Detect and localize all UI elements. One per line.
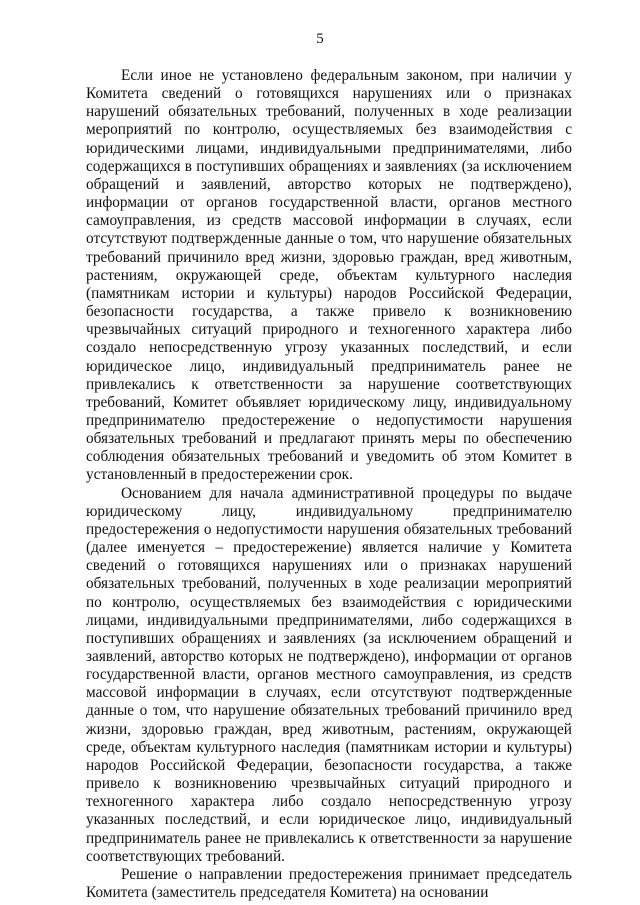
document-body <box>86 67 572 902</box>
page-number: 5 <box>316 31 324 47</box>
paragraph-warning-conditions: Если иное не установлено федеральным законом, при наличии у Комитета сведений о готовящихся нарушениях или о признаках нарушений обязательных требований, полученных в ходе реализации мероприятий по контролю, осуществляемых без взаимодействия с юридическими лицами, индивидуальными предпринимателями, либо содержащихся в поступивших обращениях и заявлениях (за исключением обращений и заявлений, авторство которых не подтверждено), информации от органов государственной власти, органов местного самоуправления, из средств массовой информации в случаях, если отсутствуют подтвержденные данные о том, что нарушение обязательных требований причинило вред жизни, здоровью граждан, вред животным, растениям, окружающей среде, объектам культурного наследия (памятникам истории и культуры) народов Российской Федерации, безопасности государства, а также привело к возникновению чрезвычайных ситуаций природного и техногенного характера либо создало непосредственную угрозу указанных последствий, и если юридическое лицо, индивидуальный предприниматель ранее не привлекались к ответственности за нарушение соответствующих требований, Комитет объявляет юридическому лицу, индивидуальному предпринимателю предостережение о недопустимости нарушения обязательных требований и предлагают принять меры по обеспечению соблюдения обязательных требований и уведомить об этом Комитет в установленный в предостережении срок. <box>86 67 572 484</box>
paragraph-procedure-basis: Основанием для начала административной процедуры по выдаче юридическому лицу, индивидуальному предпринимателю предостережения о недопустимости нарушения обязательных требований (далее именуется – предостережение) является наличие у Комитета сведений о готовящихся нарушениях или о признаках нарушений обязательных требований, полученных в ходе реализации мероприятий по контролю, осуществляемых без взаимодействия с юридическими лицами, индивидуальными предпринимателями, либо содержащихся в поступивших обращениях и заявлениях (за исключением обращений и заявлений, авторство которых не подтверждено), информации от органов государственной власти, органов местного самоуправления, из средств массовой информации в случаях, если отсутствуют подтвержденные данные о том, что нарушение обязательных требований причинило вред жизни, здоровью граждан, вред животным, растениям, окружающей среде, объектам культурного наследия (памятникам истории и культуры) народов Российской Федерации, безопасности государства, а также привело к возникновению чрезвычайных ситуаций природного и техногенного характера либо создало непосредственную угрозу указанных последствий, и если юридическое лицо, индивидуальный предприниматель ранее не привлекались к ответственности за нарушение соответствующих требований. <box>86 484 572 865</box>
paragraph-decision-authority: Решение о направлении предостережения принимает председатель Комитета (заместитель председателя Комитета) на основании <box>86 865 572 902</box>
